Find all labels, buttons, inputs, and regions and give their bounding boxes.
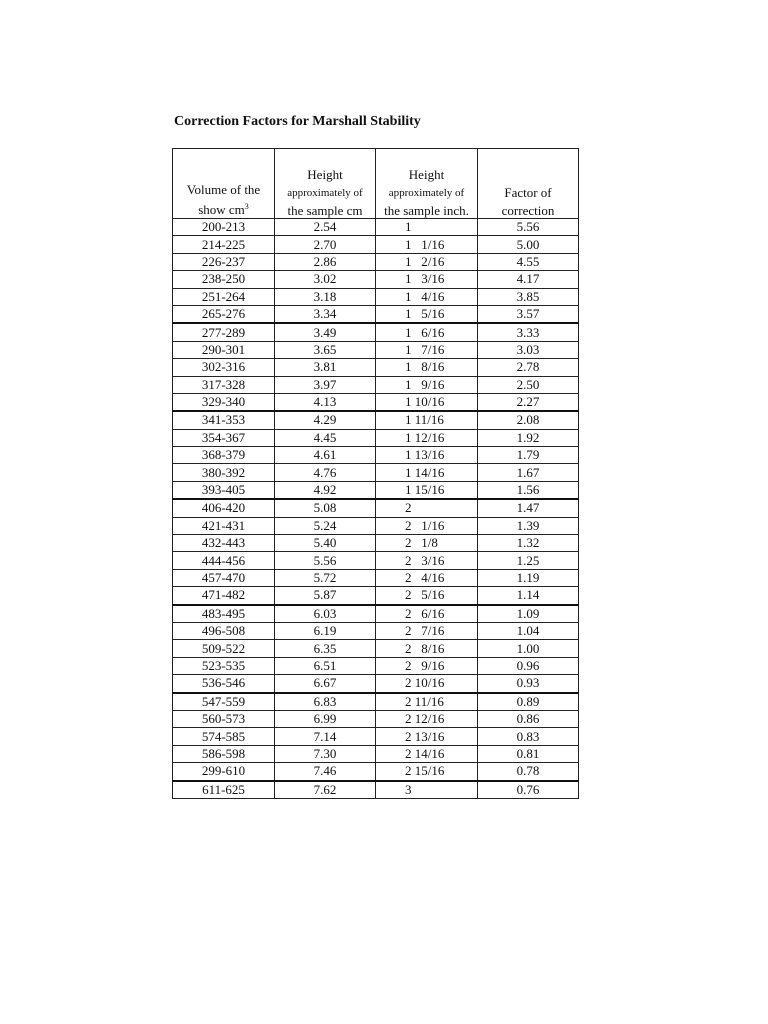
volume-cell: 299-610: [173, 763, 275, 781]
volume-header-superscript: 3: [244, 202, 249, 211]
height-cm-cell: 3.81: [275, 359, 376, 376]
table-row: [173, 429, 579, 446]
factor-cell: 1.39: [478, 517, 579, 534]
table-row: [173, 622, 579, 639]
factor-cell: 2.27: [478, 393, 579, 411]
height-inch-cell: 2 9/16: [376, 657, 478, 674]
height-cm-cell: 4.61: [275, 447, 376, 464]
height-inch-cell: 1 13/16: [376, 447, 478, 464]
height-inch-cell: 1 5/16: [376, 305, 478, 323]
table-row: [173, 763, 579, 781]
factor-cell: 0.89: [478, 693, 579, 711]
height-cm-cell: 2.54: [275, 219, 376, 236]
table-row: [173, 236, 579, 253]
height-cm-cell: 6.67: [275, 675, 376, 693]
volume-cell: 586-598: [173, 745, 275, 762]
volume-cell: 547-559: [173, 693, 275, 711]
factor-cell: 4.17: [478, 271, 579, 288]
height-inch-cell: 2 14/16: [376, 745, 478, 762]
header-row: [173, 149, 579, 219]
table-row: [173, 323, 579, 341]
height-inch-cell: 1 3/16: [376, 271, 478, 288]
factor-header-line1: Factor of: [504, 185, 552, 200]
volume-cell: 509-522: [173, 640, 275, 657]
height-inch-cell: 3: [376, 781, 478, 799]
table-row: [173, 464, 579, 481]
volume-header-line1: Volume of the: [186, 182, 261, 197]
height-cm-cell: 5.56: [275, 552, 376, 569]
height-inch-cell: 2 12/16: [376, 710, 478, 727]
volume-header-unit: show cm: [198, 202, 245, 217]
volume-cell: 483-495: [173, 605, 275, 623]
volume-cell: 471-482: [173, 587, 275, 605]
table-row: [173, 219, 579, 236]
height-cm-cell: 7.14: [275, 728, 376, 745]
column-header-height-cm: [275, 149, 376, 219]
table-row: [173, 305, 579, 323]
volume-cell: 457-470: [173, 569, 275, 586]
height-inch-cell: 2 3/16: [376, 552, 478, 569]
height-inch-cell: 2 7/16: [376, 622, 478, 639]
factor-cell: 5.56: [478, 219, 579, 236]
height-inch-header-line2: approximately of: [388, 187, 465, 199]
volume-cell: 421-431: [173, 517, 275, 534]
height-inch-cell: 2 11/16: [376, 693, 478, 711]
volume-cell: 329-340: [173, 393, 275, 411]
factor-cell: 1.09: [478, 605, 579, 623]
height-inch-cell: 1 8/16: [376, 359, 478, 376]
height-inch-cell: 2 6/16: [376, 605, 478, 623]
factor-cell: 0.81: [478, 745, 579, 762]
factor-cell: 1.67: [478, 464, 579, 481]
height-inch-cell: 1 14/16: [376, 464, 478, 481]
volume-cell: 290-301: [173, 341, 275, 358]
height-inch-cell: 1 4/16: [376, 288, 478, 305]
height-cm-header-line2: approximately of: [287, 187, 363, 199]
height-cm-cell: 4.29: [275, 411, 376, 429]
volume-cell: 444-456: [173, 552, 275, 569]
table-row: [173, 447, 579, 464]
height-cm-cell: 2.86: [275, 253, 376, 270]
height-inch-cell: 1 7/16: [376, 341, 478, 358]
volume-cell: 560-573: [173, 710, 275, 727]
volume-cell: 368-379: [173, 447, 275, 464]
volume-cell: 226-237: [173, 253, 275, 270]
height-inch-cell: 1 12/16: [376, 429, 478, 446]
factor-cell: 1.25: [478, 552, 579, 569]
column-header-height-inch: [376, 149, 478, 219]
table-row: [173, 728, 579, 745]
height-cm-cell: 3.49: [275, 323, 376, 341]
height-inch-cell: 1 11/16: [376, 411, 478, 429]
factor-cell: 2.50: [478, 376, 579, 393]
factor-cell: 0.78: [478, 763, 579, 781]
height-cm-cell: 6.83: [275, 693, 376, 711]
height-cm-cell: 3.65: [275, 341, 376, 358]
table-row: [173, 745, 579, 762]
height-inch-cell: 2 1/8: [376, 535, 478, 552]
volume-cell: 611-625: [173, 781, 275, 799]
height-cm-cell: 5.72: [275, 569, 376, 586]
height-cm-cell: 6.99: [275, 710, 376, 727]
height-cm-cell: 3.34: [275, 305, 376, 323]
volume-cell: 432-443: [173, 535, 275, 552]
volume-cell: 574-585: [173, 728, 275, 745]
height-inch-cell: 2 13/16: [376, 728, 478, 745]
table-row: [173, 359, 579, 376]
factor-cell: 1.04: [478, 622, 579, 639]
table-row: [173, 535, 579, 552]
page-title: Correction Factors for Marshall Stability: [174, 114, 421, 129]
volume-cell: 214-225: [173, 236, 275, 253]
table-row: [173, 253, 579, 270]
height-cm-cell: 6.19: [275, 622, 376, 639]
height-cm-cell: 5.08: [275, 499, 376, 517]
height-inch-cell: 2 4/16: [376, 569, 478, 586]
table-row: [173, 605, 579, 623]
factor-cell: 0.76: [478, 781, 579, 799]
volume-cell: 302-316: [173, 359, 275, 376]
height-inch-cell: 2 10/16: [376, 675, 478, 693]
correction-factors-table: [172, 148, 579, 799]
height-inch-cell: 1 6/16: [376, 323, 478, 341]
height-cm-cell: 2.70: [275, 236, 376, 253]
height-inch-cell: 1 10/16: [376, 393, 478, 411]
table-row: [173, 693, 579, 711]
volume-cell: 393-405: [173, 481, 275, 499]
height-inch-cell: 2 1/16: [376, 517, 478, 534]
table-row: [173, 657, 579, 674]
height-cm-cell: 5.24: [275, 517, 376, 534]
volume-cell: 251-264: [173, 288, 275, 305]
table-row: [173, 781, 579, 799]
table-row: [173, 411, 579, 429]
factor-cell: 0.93: [478, 675, 579, 693]
height-cm-cell: 5.40: [275, 535, 376, 552]
factor-cell: 1.47: [478, 499, 579, 517]
height-inch-cell: 1 9/16: [376, 376, 478, 393]
table-row: [173, 640, 579, 657]
volume-cell: 354-367: [173, 429, 275, 446]
table-row: [173, 481, 579, 499]
factor-cell: 0.83: [478, 728, 579, 745]
factor-cell: 2.78: [478, 359, 579, 376]
height-inch-cell: 2 5/16: [376, 587, 478, 605]
column-header-volume: [173, 149, 275, 219]
table-row: [173, 376, 579, 393]
table-row: [173, 569, 579, 586]
volume-cell: 496-508: [173, 622, 275, 639]
height-inch-cell: 2 15/16: [376, 763, 478, 781]
height-cm-cell: 3.02: [275, 271, 376, 288]
height-cm-header-line1: Height: [307, 167, 343, 182]
height-inch-cell: 1 1/16: [376, 236, 478, 253]
volume-cell: 406-420: [173, 499, 275, 517]
factor-cell: 3.57: [478, 305, 579, 323]
volume-cell: 317-328: [173, 376, 275, 393]
factor-cell: 0.86: [478, 710, 579, 727]
volume-cell: 238-250: [173, 271, 275, 288]
table-row: [173, 675, 579, 693]
factor-cell: 1.32: [478, 535, 579, 552]
table-row: [173, 393, 579, 411]
height-inch-cell: 1 2/16: [376, 253, 478, 270]
height-cm-cell: 7.30: [275, 745, 376, 762]
factor-cell: 1.00: [478, 640, 579, 657]
factor-cell: 3.03: [478, 341, 579, 358]
height-inch-cell: 1: [376, 219, 478, 236]
height-cm-cell: 4.76: [275, 464, 376, 481]
volume-cell: 265-276: [173, 305, 275, 323]
table-row: [173, 552, 579, 569]
volume-cell: 536-546: [173, 675, 275, 693]
table-row: [173, 499, 579, 517]
height-cm-cell: 4.92: [275, 481, 376, 499]
height-cm-cell: 6.03: [275, 605, 376, 623]
height-cm-cell: 4.45: [275, 429, 376, 446]
height-cm-cell: 6.35: [275, 640, 376, 657]
table-body: [173, 219, 579, 799]
table-row: [173, 341, 579, 358]
factor-cell: 3.33: [478, 323, 579, 341]
factor-cell: 2.08: [478, 411, 579, 429]
volume-cell: 341-353: [173, 411, 275, 429]
volume-cell: 277-289: [173, 323, 275, 341]
height-cm-cell: 3.18: [275, 288, 376, 305]
factor-cell: 3.85: [478, 288, 579, 305]
height-cm-cell: 6.51: [275, 657, 376, 674]
table-row: [173, 288, 579, 305]
factor-cell: 1.92: [478, 429, 579, 446]
volume-cell: 380-392: [173, 464, 275, 481]
height-inch-header-line1: Height: [408, 167, 445, 182]
table-row: [173, 710, 579, 727]
factor-cell: 1.14: [478, 587, 579, 605]
factor-cell: 0.96: [478, 657, 579, 674]
factor-cell: 1.19: [478, 569, 579, 586]
volume-cell: 523-535: [173, 657, 275, 674]
height-cm-cell: 7.62: [275, 781, 376, 799]
height-cm-cell: 7.46: [275, 763, 376, 781]
factor-cell: 5.00: [478, 236, 579, 253]
height-inch-cell: 2: [376, 499, 478, 517]
table-row: [173, 517, 579, 534]
column-header-factor: [478, 149, 579, 219]
factor-header-line2: correction: [501, 203, 555, 218]
factor-cell: 1.79: [478, 447, 579, 464]
height-cm-header-line3: the sample cm: [287, 203, 363, 218]
height-cm-cell: 5.87: [275, 587, 376, 605]
factor-cell: 1.56: [478, 481, 579, 499]
height-inch-cell: 1 15/16: [376, 481, 478, 499]
volume-header-line2: [173, 202, 274, 218]
height-inch-cell: 2 8/16: [376, 640, 478, 657]
height-inch-header-line3: the sample inch.: [384, 203, 469, 218]
factor-cell: 4.55: [478, 253, 579, 270]
height-cm-cell: 3.97: [275, 376, 376, 393]
volume-cell: 200-213: [173, 219, 275, 236]
table-row: [173, 271, 579, 288]
table-row: [173, 587, 579, 605]
height-cm-cell: 4.13: [275, 393, 376, 411]
